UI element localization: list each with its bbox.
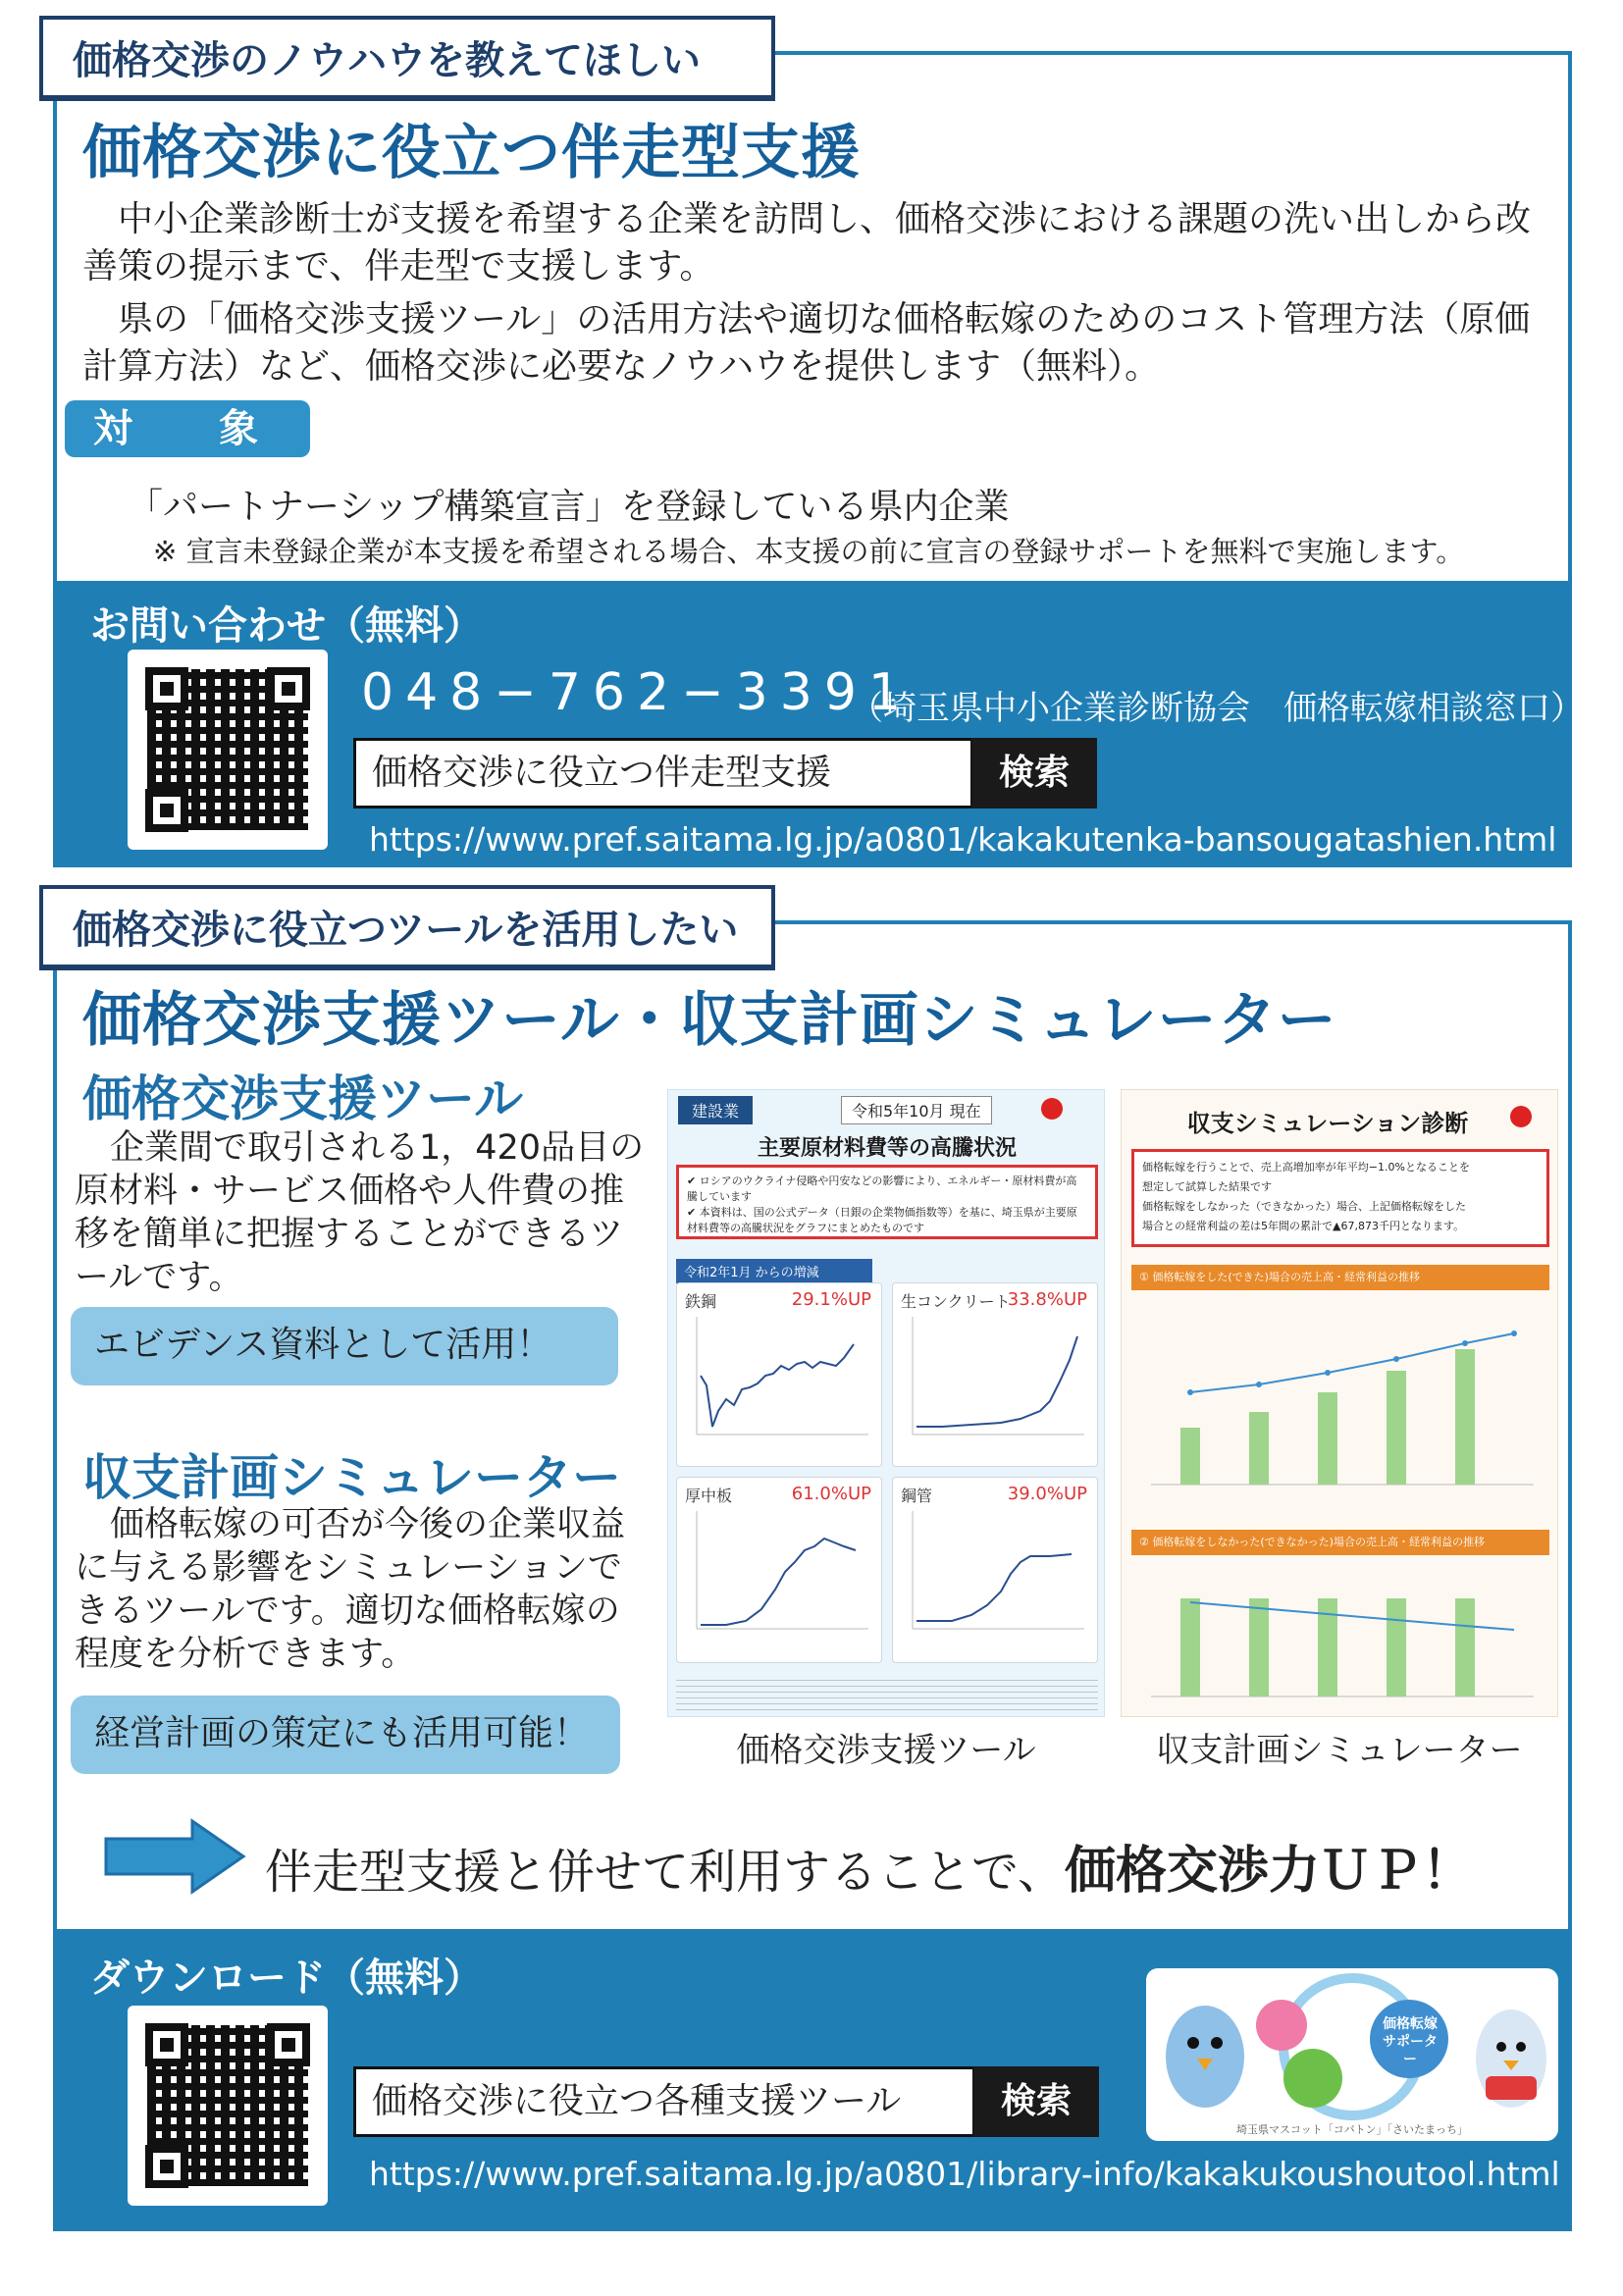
thumb2-chart-1 [1131,1298,1549,1514]
section1-tab: 価格交渉のノウハウを教えてほしい [39,16,775,95]
mascot-area [1146,1968,1558,2141]
phone-number[interactable]: 048−762−3391 [361,663,913,722]
mascot-illustration [1146,1968,1558,2141]
thumb1-tag: 建設業 [678,1096,753,1124]
thumb1-logo-icon [1041,1098,1063,1120]
mini-chart-4-line [903,1511,1089,1648]
search-box-1[interactable]: 価格交渉に役立つ伴走型支援 [353,738,973,809]
mini-chart-1-line [687,1317,873,1454]
caption-tool2: 収支計画シミュレーター [1156,1731,1523,1770]
thumb1-footnote [676,1675,1098,1710]
thumb2-box-line-1: 価格転嫁を行うことで、売上高増加率が年平均−1.0%となることを [1142,1161,1470,1174]
mini-chart-4-pct: 39.0%UP [1007,1484,1087,1504]
mini-chart-4 [892,1477,1098,1663]
mini-chart-1-pct: 29.1%UP [791,1289,871,1310]
arrow-text-normal: 伴走型支援と併せて利用することで、 [265,1845,1066,1900]
arrow-text [265,1829,1473,1903]
tool2-thumbnail [1121,1089,1558,1717]
tool2-title: 収支計画シミュレーター [82,1449,621,1506]
tool2-text: 価格転嫁の可否が今後の企業収益に与える影響をシミュレーションできるツールです。適切な価格転嫁の程度を分析できます。 [75,1505,626,1674]
target-note: ※ 宣言未登録企業が本支援を希望される場合、本支援の前に宣言の登録サポートを無料で実施します。 [153,535,1465,568]
thumb2-logo-icon [1510,1106,1532,1127]
search-box-2[interactable]: 価格交渉に役立つ各種支援ツール [353,2066,975,2137]
section1-title: 価格交渉に役立つ伴走型支援 [82,119,861,187]
thumb1-box-line-2: ✔ 本資料は、国の公式データ（日銀の企業物価指数等）を基に、埼玉県が主要原材料費等の高騰状況をグラフにまとめたものです [687,1206,1077,1234]
search-button-2[interactable]: 検索 [973,2066,1099,2137]
thumb2-band1: ① 価格転嫁をした(できた)場合の売上高・経常利益の推移 [1131,1265,1549,1290]
section1-para1: 中小企業診断士が支援を希望する企業を訪問し、価格交渉における課題の洗い出しから改善策の提示まで、伴走型で支援します。 [82,199,1532,287]
section1-para2: 県の「価格交渉支援ツール」の活用方法や適切な価格転嫁のためのコスト管理方法（原価計算方法）など、価格交渉に必要なノウハウを提供します（無料）。 [82,299,1531,387]
mini-chart-3-pct: 61.0%UP [791,1484,871,1504]
mini-chart-3 [676,1477,882,1663]
mini-chart-2-label: 生コンクリート [901,1292,1011,1311]
url-1[interactable]: https://www.pref.saitama.lg.jp/a0801/kakakutenka-bansougatashien.html [369,820,1557,859]
thumb2-box-line-4: 場合との経常利益の差は5年間の累計で▲67,873千円となります。 [1142,1220,1465,1232]
qr-code-2[interactable] [128,2006,328,2206]
contact-title: お問い合わせ（無料） [90,603,483,649]
section2-title: 価格交渉支援ツール・収支計画シミュレーター [82,986,1337,1055]
caption-tool1: 価格交渉支援ツール [736,1731,1036,1770]
thumb2-heading: 収支シミュレーション診断 [1186,1110,1469,1137]
download-title: ダウンロード（無料） [90,1956,483,2001]
arrow-text-bold: 価格交渉力ＵＰ！ [1065,1842,1474,1901]
mini-chart-3-label: 厚中板 [685,1487,733,1505]
tool1-text: 企業間で取引される1，420品目の原材料・サービス価格や人件費の推移を簡単に把握することができるツールです。 [75,1128,645,1297]
mini-chart-4-label: 鋼管 [901,1487,933,1505]
mascot-badge: 価格転嫁サポーター [1383,2016,1438,2067]
mini-chart-1 [676,1282,882,1467]
mini-chart-3-line [687,1511,873,1648]
target-text: 「パートナーシップ構築宣言」を登録している県内企業 [128,487,1010,527]
thumb1-date: 令和5年10月 現在 [841,1096,992,1124]
mini-chart-1-label: 鉄鋼 [685,1292,717,1311]
qr-code-1[interactable] [128,650,328,850]
mini-chart-2 [892,1282,1098,1467]
thumb2-box-line-3: 価格転嫁をしなかった（できなかった）場合、上記価格転嫁をした [1142,1200,1466,1213]
thumb1-subband: 令和2年1月 からの増減 [676,1259,872,1283]
thumb2-redbox [1131,1149,1549,1247]
tool1-badge: エビデンス資料として活用！ [71,1307,618,1385]
search-button-1[interactable]: 検索 [971,738,1097,809]
thumb1-heading: 主要原材料費等の高騰状況 [757,1136,1017,1161]
section2-tab: 価格交渉に役立つツールを活用したい [39,885,775,965]
thumb1-box-line-1: ✔ ロシアのウクライナ侵略や円安などの影響により、エネルギー・原材料費が高騰しています [687,1174,1077,1203]
url-2[interactable]: https://www.pref.saitama.lg.jp/a0801/library-info/kakakukoushoutool.html [369,2155,1560,2193]
arrow-right-icon [102,1817,249,1896]
mini-chart-2-pct: 33.8%UP [1007,1289,1087,1310]
tool1-thumbnail [667,1089,1105,1717]
thumb2-chart-2 [1131,1559,1549,1706]
thumb2-box-line-2: 想定して試算した結果です [1142,1180,1272,1193]
phone-note: （埼玉県中小企業診断協会 価格転嫁相談窓口） [850,689,1584,728]
target-label: 対 象 [65,400,310,457]
mascot-caption: 埼玉県マスコット「コバトン」「さいたまっち」 [1235,2123,1469,2136]
thumb1-redbox [676,1165,1098,1239]
thumb2-band2: ② 価格転嫁をしなかった(できなかった)場合の売上高・経常利益の推移 [1131,1530,1549,1555]
tool2-badge: 経営計画の策定にも活用可能！ [71,1696,620,1774]
tool1-title: 価格交渉支援ツール [82,1070,523,1127]
mini-chart-2-line [903,1317,1089,1454]
